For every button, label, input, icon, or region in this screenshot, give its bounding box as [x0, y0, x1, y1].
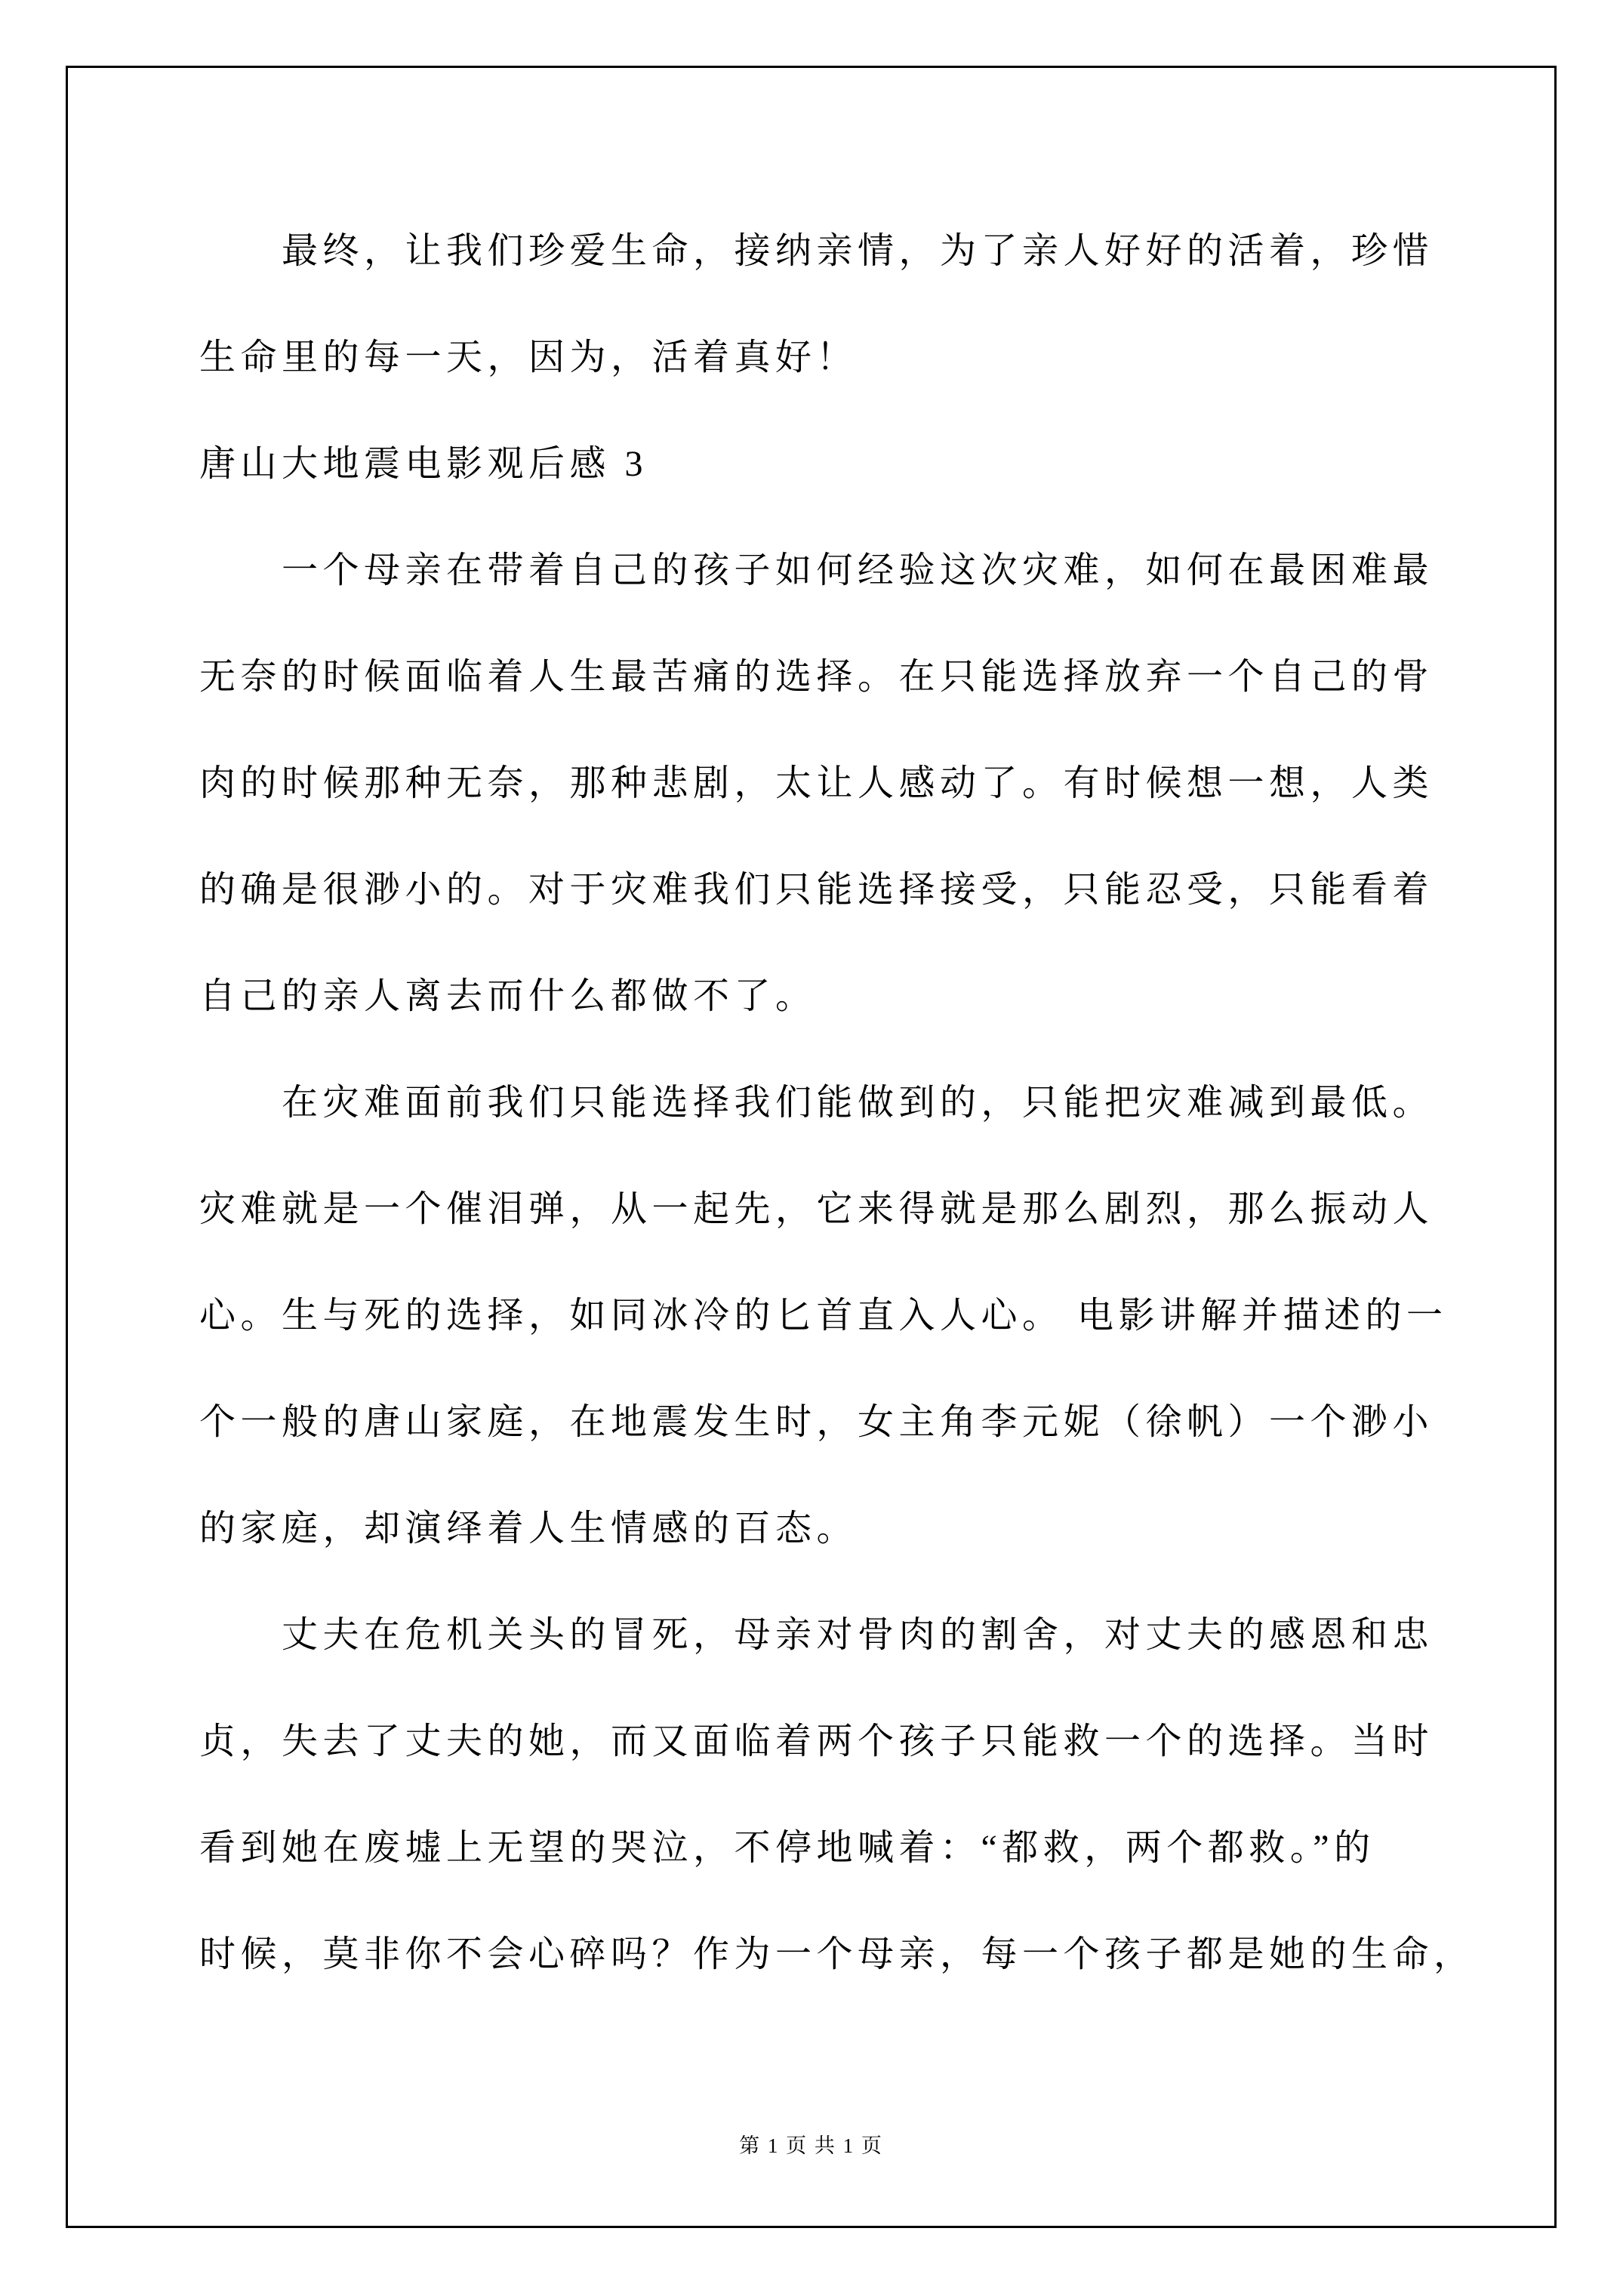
- page-footer: [66, 2129, 1557, 2159]
- text-line: 肉的时候那种无奈，那种悲剧，太让人感动了。有时候想一想，人类: [199, 763, 1434, 803]
- text-line: 时候，莫非你不会心碎吗？作为一个母亲，每一个孩子都是她的生命，: [199, 1934, 1475, 1974]
- text-line: 贞，失去了丈夫的她，而又面临着两个孩子只能救一个的选择。当时: [199, 1721, 1434, 1761]
- text-line: 一个母亲在带着自己的孩子如何经验这次灾难，如何在最困难最: [282, 550, 1434, 590]
- text-line: 丈夫在危机关头的冒死，母亲对骨肉的割舍，对丈夫的感恩和忠: [282, 1615, 1434, 1655]
- document-body: [199, 198, 1483, 2008]
- text-line: 心。生与死的选择，如同冰冷的匕首直入人心。 电影讲解并描述的一: [199, 1296, 1448, 1336]
- text-line: 在灾难面前我们只能选择我们能做到的，只能把灾难减到最低。: [282, 1083, 1434, 1123]
- text-line: 的确是很渺小的。对于灾难我们只能选择接受，只能忍受，只能看着: [199, 870, 1434, 910]
- text-line: 灾难就是一个催泪弹，从一起先，它来得就是那么剧烈，那么振动人: [199, 1189, 1434, 1229]
- text-line: 最终，让我们珍爱生命，接纳亲情，为了亲人好好的活着，珍惜: [282, 231, 1434, 271]
- text-line: 看到她在废墟上无望的哭泣，不停地喊着：“都救，两个都救。”的: [199, 1828, 1375, 1868]
- text-line: 的家庭，却演绎着人生情感的百态。: [199, 1509, 858, 1549]
- text-line: 生命里的每一天，因为，活着真好！: [199, 337, 858, 378]
- text-line: 唐山大地震电影观后感 3: [199, 444, 648, 484]
- text-line: 无奈的时候面临着人生最苦痛的选择。在只能选择放弃一个自己的骨: [199, 657, 1434, 697]
- page-number: 第 1 页 共 1 页: [739, 2134, 883, 2157]
- text-line: 个一般的唐山家庭，在地震发生时，女主角李元妮（徐帆）一个渺小: [199, 1402, 1434, 1442]
- text-line: 自己的亲人离去而什么都做不了。: [199, 976, 817, 1016]
